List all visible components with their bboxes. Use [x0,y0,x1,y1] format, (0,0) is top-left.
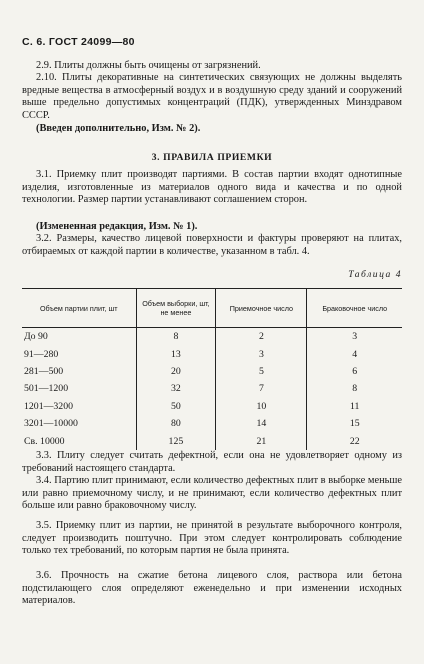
table-cell: 4 [307,345,402,362]
column-header: Объем партии плит, шт [22,289,136,328]
table-row [22,380,402,397]
paragraph-3-4: 3.4. Партию плит принимают, если количество дефектных плит в выборке меньше или равно приемочному числу, и не принимают, если количество дефектных плит больше или равно браковочному числу. [22,475,402,512]
table-row [22,415,402,432]
table-cell: До 90 [24,331,48,343]
paragraph-3-5: 3.5. Приемку плит из партии, не принятой в результате выборочного контроля, следует производить поштучно. При этом следует контролировать соблюдение только тех требований, по которым партия не была принята. [22,520,402,557]
table-cell: 501—1200 [24,383,69,395]
table-cell: 5 [216,363,307,380]
table-cell: 8 [136,328,216,346]
table-cell: 3201—10000 [24,418,78,430]
table-row [22,432,402,449]
table-cell: 11 [307,398,402,415]
paragraph-3-6: 3.6. Прочность на сжатие бетона лицевого слоя, раствора или бетона подстилающего слоя определяют еженедельно и при изменении исходных материалов. [22,570,402,607]
table-cell: 32 [136,380,216,397]
table-cell: 15 [307,415,402,432]
table-row [22,328,402,346]
table-row [22,345,402,362]
table-cell: Св. 10000 [24,435,65,447]
table-cell: 13 [136,345,216,362]
section-title: 3. ПРАВИЛА ПРИЕМКИ [151,152,273,163]
table-row [22,363,402,380]
page-header: С. 6. ГОСТ 24099—80 [22,36,135,48]
paragraph-2-9: 2.9. Плиты должны быть очищены от загрязнений. [36,60,261,71]
paragraph-3-1: 3.1. Приемку плит производят партиями. В состав партии входят однотипные изделия, изготовленные из материалов одного вида и качества и по одной технологии. Размер партии устанавливают соглашением сторон. [22,169,402,206]
table-header-row [22,289,402,328]
table-cell: 22 [307,432,402,449]
table-cell: 80 [136,415,216,432]
table-cell: 21 [216,432,307,449]
table-cell: 14 [216,415,307,432]
table-cell: 281—500 [24,365,64,377]
table-cell: 6 [307,363,402,380]
table-label: Таблица 4 [348,269,402,280]
table-cell: 1201—3200 [24,400,73,412]
table-cell: 3 [216,345,307,362]
table-cell: 7 [216,380,307,397]
table-row [22,398,402,415]
table-cell: 8 [307,380,402,397]
amendment-note-2: (Введен дополнительно, Изм. № 2). [36,123,201,134]
table-cell: 50 [136,398,216,415]
column-header: Приемочное число [216,289,307,328]
table-cell: 2 [216,328,307,346]
table-cell: 91—280 [24,348,59,360]
paragraph-3-3: 3.3. Плиту следует считать дефектной, если она не удовлетворяет одному из требований настоящего стандарта. [22,450,402,474]
column-header: Браковочное число [307,289,402,328]
table-cell: 10 [216,398,307,415]
paragraph-3-2: 3.2. Размеры, качество лицевой поверхности и фактуры проверяют на плитах, отбираемых от каждой партии в количестве, указанном в табл. 4. [22,233,402,257]
amendment-note-1: (Измененная редакция, Изм. № 1). [36,221,198,232]
table-cell: 125 [136,432,216,449]
sampling-table [22,288,402,450]
column-header: Объем выборки, шт, не менее [136,289,216,328]
paragraph-2-10: 2.10. Плиты декоративные на синтетических связующих не должны выделять вредные вещества в атмосферный воздух и в воздушную среду зданий и сооружений выше предельно допустимых концентраций (ПДК), утвержденных Минздравом СССР. [22,72,402,121]
table-cell: 3 [307,328,402,346]
table-cell: 20 [136,363,216,380]
